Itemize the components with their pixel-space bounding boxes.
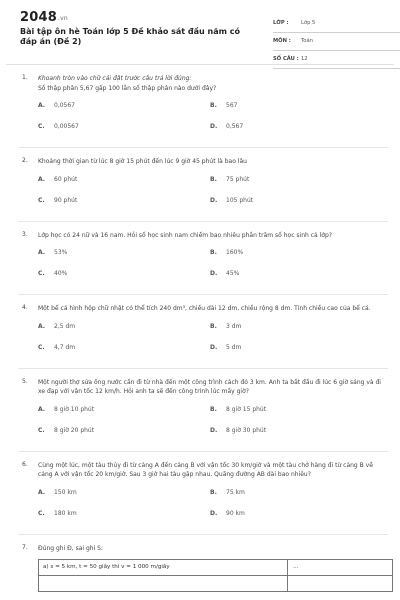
question-line: Khoanh tròn vào chữ cái đặt trước câu trả lời đúng:	[38, 75, 192, 82]
option-key: B.	[210, 405, 217, 413]
answer-option[interactable]	[210, 123, 382, 130]
option-text: 8 giờ 20 phút	[54, 426, 95, 434]
meta-fields	[273, 18, 400, 72]
answer-option[interactable]	[210, 489, 382, 496]
answer-option[interactable]	[38, 427, 210, 434]
option-key: B.	[210, 488, 217, 496]
question-text	[38, 74, 388, 93]
meta-field	[273, 18, 400, 33]
option-text: 8 giờ 15 phút	[226, 405, 267, 413]
answer-option[interactable]	[210, 270, 382, 277]
option-text: 150 km	[54, 488, 77, 496]
answer-option[interactable]	[38, 510, 210, 517]
answer-options	[38, 246, 388, 280]
option-key: C.	[38, 270, 45, 277]
option-text: 5 dm	[226, 343, 242, 351]
option-text: 8 giờ 10 phút	[54, 405, 95, 413]
question-text	[38, 231, 388, 241]
answer-option[interactable]	[38, 489, 210, 496]
option-key: D.	[210, 343, 218, 351]
meta-value: 12	[301, 56, 308, 62]
option-key: D.	[210, 196, 218, 204]
question-7	[18, 535, 388, 599]
answer-options	[38, 173, 388, 207]
answer-option[interactable]	[210, 427, 382, 434]
option-text: 75 phút	[226, 175, 250, 183]
answer-option[interactable]	[210, 323, 382, 330]
option-text: 90 phút	[54, 196, 78, 204]
meta-value: Toán	[301, 38, 313, 44]
question-5	[18, 369, 388, 452]
question-number: 6.	[22, 460, 28, 468]
question-3	[18, 222, 388, 296]
answer-cell[interactable]: ...	[293, 564, 299, 570]
true-false-table	[38, 559, 393, 592]
question-line: Cùng một lúc, một tàu thủy đi từ cảng A đến cảng B với vận tốc 30 km/giờ và một tàu chở hàng đi từ cảng B về cảng A với vận tốc 20 km/giờ. Sau 3 giờ hai tàu gặp nhau. Quãng đường AB dài bao nhiêu?	[38, 461, 373, 478]
answer-option[interactable]	[210, 102, 382, 109]
option-text: 160%	[226, 249, 244, 256]
option-key: A.	[38, 102, 46, 109]
answer-option[interactable]	[38, 176, 210, 183]
option-text: 0,0567	[54, 102, 75, 109]
question-2	[18, 148, 388, 222]
answer-option[interactable]	[210, 249, 382, 256]
option-key: C.	[38, 426, 45, 434]
question-line: Khoảng thời gian từ lúc 8 giờ 15 phút đến lúc 9 giờ 45 phút là bao lâu	[38, 158, 247, 165]
document-header	[18, 8, 388, 64]
meta-label: SỐ CÂU :	[273, 56, 299, 62]
document-title: Bài tập ôn hè Toán lớp 5 Đề khảo sát đầu năm có đáp án (Đề 2)	[20, 27, 240, 46]
option-text: 8 giờ 30 phút	[226, 426, 267, 434]
option-key: B.	[210, 249, 217, 256]
answer-options	[38, 403, 388, 437]
question-text	[38, 304, 388, 314]
answer-option[interactable]	[210, 510, 382, 517]
question-6	[18, 452, 388, 535]
option-text: 2,5 dm	[54, 322, 76, 330]
question-number: 1.	[22, 74, 28, 81]
question-number: 3.	[22, 230, 28, 238]
option-key: A.	[38, 488, 46, 496]
answer-option[interactable]	[210, 176, 382, 183]
answer-option[interactable]	[38, 323, 210, 330]
option-key: C.	[38, 509, 45, 517]
option-key: A.	[38, 249, 46, 256]
question-list	[18, 65, 388, 535]
option-key: A.	[38, 175, 46, 183]
question-text	[38, 461, 388, 480]
answer-option[interactable]	[210, 406, 382, 413]
option-key: C.	[38, 343, 45, 351]
meta-label: MÔN :	[273, 38, 291, 44]
answer-options	[38, 486, 388, 520]
option-text: 75 km	[226, 488, 245, 496]
option-text: 180 km	[54, 509, 77, 517]
answer-option[interactable]	[38, 344, 210, 351]
option-key: C.	[38, 123, 45, 130]
answer-option[interactable]	[210, 197, 382, 204]
question-text	[38, 378, 388, 397]
option-key: D.	[210, 270, 218, 277]
site-logo[interactable]	[20, 10, 68, 25]
answer-options	[38, 320, 388, 354]
question-number: 4.	[22, 304, 28, 311]
option-text: 3 dm	[226, 322, 242, 330]
option-text: 53%	[54, 249, 68, 256]
statement-cell: a) s = 5 km, t = 50 giây thì v = 1 000 m/giây	[39, 560, 288, 575]
answer-option[interactable]	[38, 270, 210, 277]
question-number: 5.	[22, 377, 28, 385]
option-key: D.	[210, 509, 218, 517]
option-text: 105 phút	[226, 196, 254, 204]
question-text	[38, 157, 388, 167]
answer-option[interactable]	[38, 123, 210, 130]
option-key: B.	[210, 322, 217, 330]
option-text: 45%	[226, 270, 240, 277]
table-row	[39, 576, 392, 592]
meta-label: LỚP :	[273, 20, 289, 26]
answer-options	[38, 99, 388, 133]
option-text: 90 km	[226, 509, 245, 517]
answer-option[interactable]	[38, 197, 210, 204]
answer-option[interactable]	[210, 344, 382, 351]
question-line: Lớp học có 24 nữ và 16 nam. Hỏi số học sinh nam chiếm bao nhiêu phần trăm số học sinh cả lớp?	[38, 231, 332, 239]
option-key: B.	[210, 175, 217, 183]
option-key: A.	[38, 322, 46, 330]
option-key: C.	[38, 196, 45, 204]
answer-option[interactable]	[38, 102, 210, 109]
question-line: Một người thợ sửa ống nước cần đi từ nhà đến một công trình cách đó 3 km. Anh ta bắt đầu đi lúc 6 giờ sáng và đi xe đạp với vận tốc 12 km/h. Hỏi anh ta sẽ đến công trình lúc mấy giờ?	[38, 378, 381, 395]
option-text: 0,00567	[54, 123, 79, 130]
logo-suffix: .vn	[57, 15, 68, 22]
question-text: Đúng ghi Đ, sai ghi S:	[38, 544, 104, 552]
table-row	[39, 560, 392, 576]
answer-option[interactable]	[38, 249, 210, 256]
option-text: 567	[226, 102, 238, 109]
option-text: 4,7 dm	[54, 343, 76, 351]
question-number: 7.	[22, 543, 28, 551]
option-text: 0,567	[226, 123, 244, 130]
question-4	[18, 295, 388, 369]
meta-field	[273, 36, 400, 51]
meta-value: Lớp 5	[301, 20, 316, 26]
question-line: Số thập phân 5,67 gấp 100 lần số thập phân nào dưới đây?	[38, 84, 217, 92]
option-key: A.	[38, 405, 46, 413]
question-1	[18, 65, 388, 148]
answer-cell[interactable]	[288, 576, 392, 591]
answer-option[interactable]	[38, 406, 210, 413]
statement-cell	[39, 576, 288, 591]
option-text: 60 phút	[54, 175, 78, 183]
option-key: D.	[210, 426, 218, 434]
option-key: D.	[210, 123, 218, 130]
logo-text: 2048	[20, 10, 57, 25]
option-key: B.	[210, 102, 217, 109]
question-line: Một bể cá hình hộp chữ nhật có thể tích 240 dm³, chiều dài 12 dm, chiều rộng 8 dm. Tính chiều cao của bể cá.	[38, 305, 371, 312]
option-text: 40%	[54, 270, 68, 277]
question-number: 2.	[22, 157, 28, 164]
